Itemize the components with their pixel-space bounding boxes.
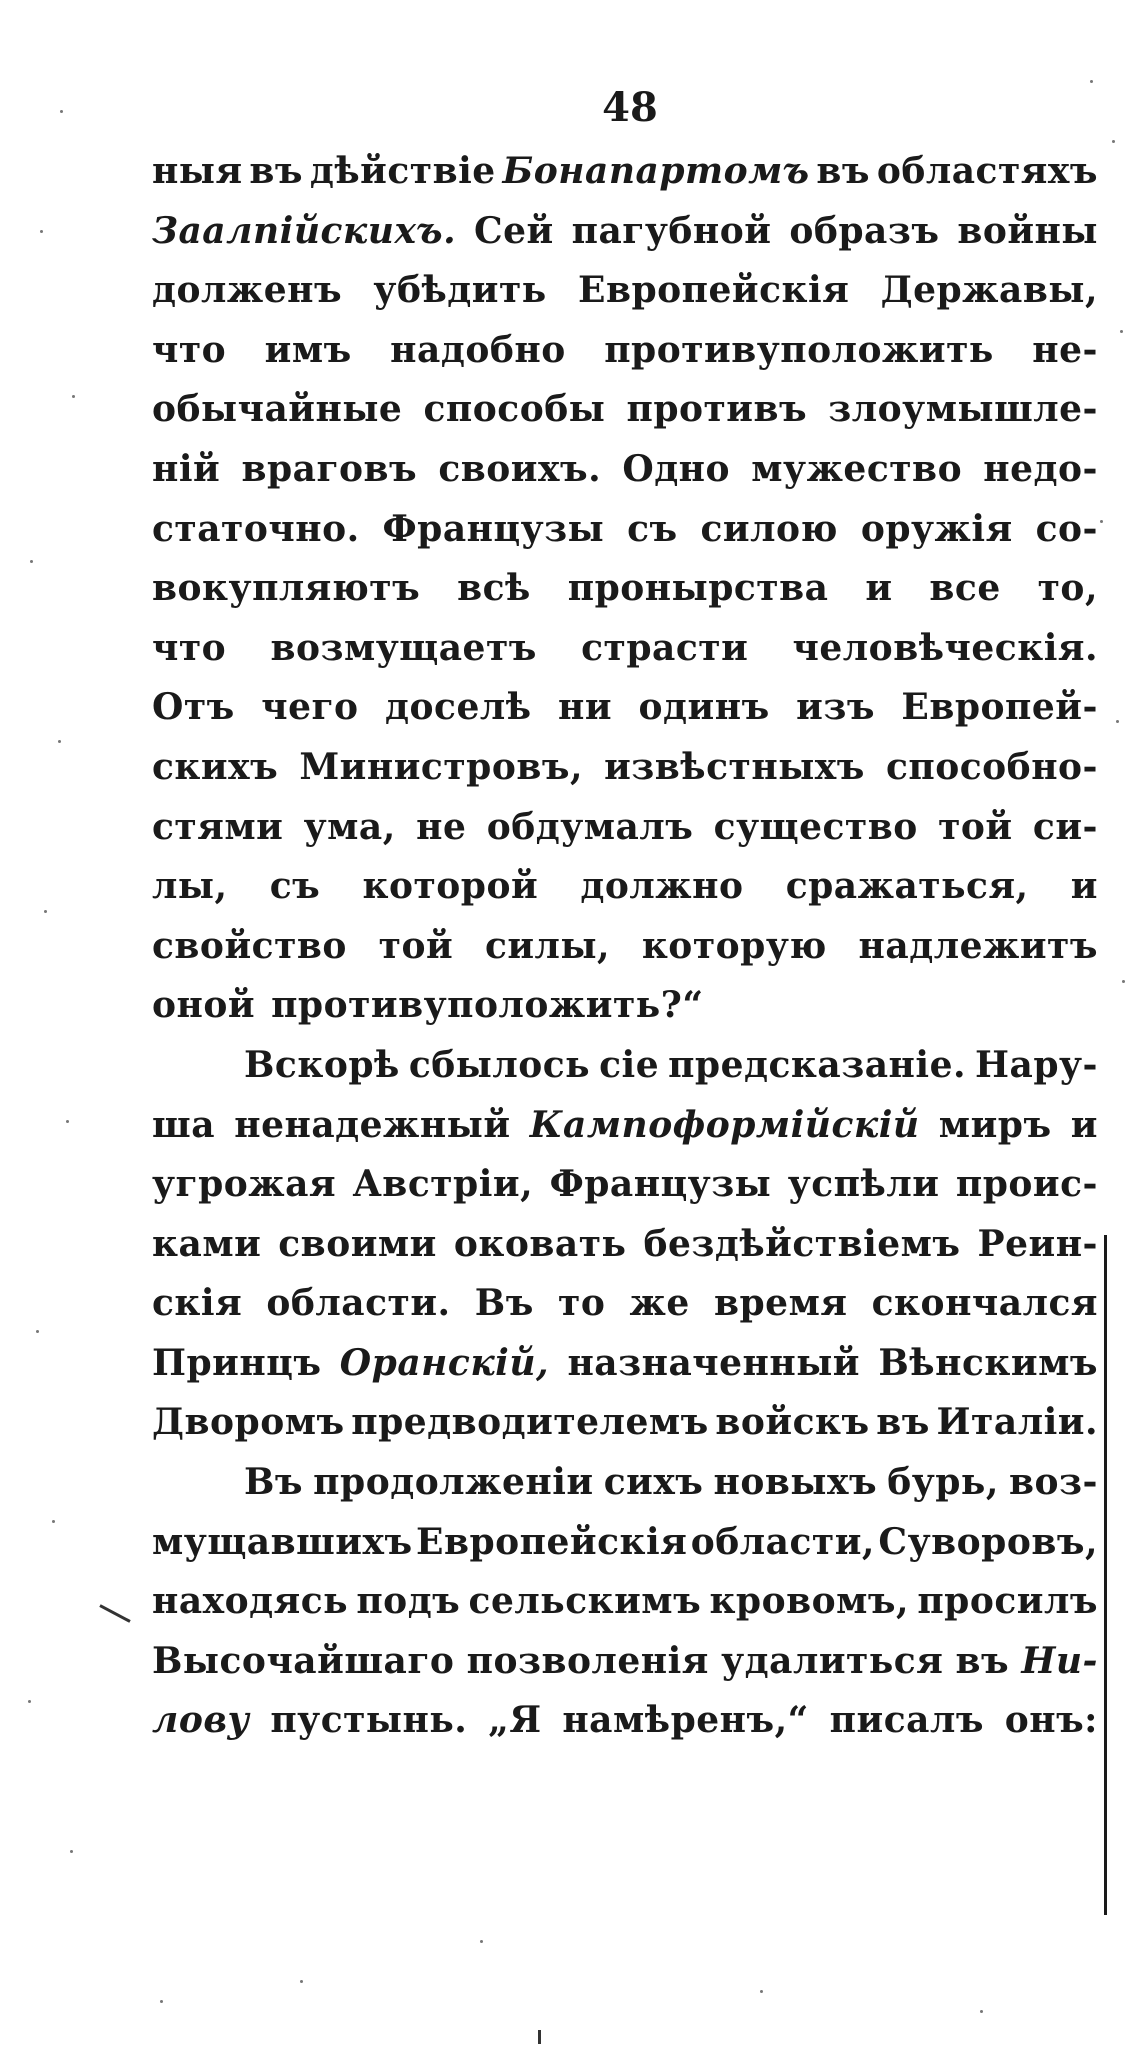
word: извѣстныхъ	[604, 745, 865, 788]
word: съ	[627, 507, 678, 550]
bottom-mark	[538, 2030, 541, 2044]
word: бурь,	[887, 1461, 999, 1504]
word: области,	[690, 1520, 875, 1563]
word: враговъ	[241, 447, 418, 490]
word: Вскорѣ	[244, 1043, 400, 1086]
word: Оранскій,	[339, 1341, 550, 1384]
word: надобно	[390, 328, 566, 371]
word: войны	[957, 209, 1098, 252]
word: Одно	[622, 447, 731, 490]
speck	[52, 1520, 55, 1523]
speck	[28, 1700, 31, 1703]
word: оружія	[860, 507, 1013, 550]
text-line	[152, 627, 1098, 687]
word: кровомъ,	[709, 1580, 910, 1623]
word: то	[558, 1282, 606, 1325]
word: областяхъ	[876, 150, 1098, 192]
word: надлежитъ	[858, 924, 1098, 967]
word: Министровъ,	[299, 745, 583, 788]
word: которую	[641, 924, 827, 967]
word: не	[416, 805, 467, 848]
word: то,	[1037, 567, 1098, 610]
text-line	[152, 746, 1098, 806]
word: въ	[955, 1639, 1010, 1682]
word: бездѣйствіемъ	[643, 1222, 961, 1265]
text-line	[152, 1104, 1098, 1164]
word: просилъ	[917, 1580, 1098, 1623]
speck	[1100, 520, 1103, 523]
speck	[30, 560, 33, 563]
word: ненадежный	[234, 1103, 511, 1146]
word: своими	[278, 1222, 437, 1265]
word: писалъ	[829, 1699, 984, 1742]
body-text	[152, 150, 1098, 1759]
word: сіе	[599, 1043, 660, 1086]
word: успѣли	[787, 1163, 940, 1206]
text-line	[152, 1044, 1098, 1104]
word: ни	[558, 686, 613, 729]
speck	[300, 1980, 303, 1983]
word: подъ	[356, 1580, 461, 1623]
word: миръ	[938, 1103, 1052, 1146]
word: намѣренъ,“	[562, 1699, 809, 1742]
word: оковать	[453, 1222, 627, 1265]
word: что	[152, 328, 227, 371]
word: предсказаніе.	[668, 1043, 967, 1086]
margin-rule	[1104, 1235, 1107, 1915]
word: предводителемъ	[351, 1401, 709, 1444]
word: изъ	[796, 686, 875, 729]
word: Бонапартомъ	[502, 150, 810, 192]
word: имъ	[264, 328, 352, 371]
word: и	[1070, 865, 1098, 908]
word: съ	[269, 865, 321, 908]
word: что	[152, 626, 227, 669]
word: доселѣ	[385, 686, 532, 729]
word: недо-	[983, 447, 1098, 490]
word: Австріи,	[352, 1163, 534, 1206]
word: Кампоформійскій	[529, 1103, 920, 1146]
word: дѣйствіе	[309, 150, 496, 192]
speck	[1090, 80, 1093, 83]
word: ній	[152, 447, 221, 490]
word: злоумышле-	[828, 388, 1098, 431]
margin-mark	[99, 1604, 130, 1623]
text-line	[152, 1699, 1098, 1759]
text-line	[152, 508, 1098, 568]
speck	[70, 1850, 73, 1853]
word: назначенный	[567, 1341, 861, 1384]
text-line	[152, 984, 1098, 1044]
word: и	[1070, 1103, 1098, 1146]
word: си-	[1032, 805, 1098, 848]
text-line	[152, 1282, 1098, 1342]
word: продолженіи	[313, 1461, 594, 1504]
word: Заалпійскихъ.	[152, 209, 457, 252]
speck	[36, 1330, 39, 1333]
text-line	[152, 567, 1098, 627]
text-line	[152, 388, 1098, 448]
word: Европей-	[901, 686, 1098, 729]
speck	[58, 740, 61, 743]
word: Державы,	[880, 269, 1098, 312]
text-line	[152, 150, 1098, 210]
word: обычайные	[152, 388, 403, 431]
word: должно	[580, 865, 744, 908]
word: воз-	[1009, 1461, 1098, 1504]
word: и	[865, 567, 893, 610]
word: Принцъ	[152, 1341, 322, 1384]
speck	[1112, 140, 1115, 143]
word: всѣ	[457, 567, 531, 610]
word: стями	[152, 805, 284, 848]
speck	[160, 2000, 163, 2003]
speck	[44, 910, 47, 913]
word: возмущаетъ	[270, 626, 537, 669]
word: противъ	[626, 388, 808, 431]
word: образъ	[789, 209, 940, 252]
speck	[40, 230, 43, 233]
word: войскъ	[715, 1401, 870, 1444]
word: новыхъ	[713, 1461, 878, 1504]
text-line	[152, 1640, 1098, 1700]
word: пагубной	[571, 209, 772, 252]
word: Въ	[244, 1461, 304, 1504]
word: долженъ	[152, 269, 343, 312]
word: въ	[876, 1401, 930, 1444]
word: существо	[713, 805, 918, 848]
word: способно-	[885, 745, 1098, 788]
text-line	[152, 865, 1098, 925]
word: противуположить	[604, 328, 994, 371]
word: сихъ	[603, 1461, 704, 1504]
word: скія	[152, 1282, 243, 1325]
speck	[66, 1120, 69, 1123]
speck	[1120, 330, 1123, 333]
word: пустынь.	[270, 1699, 468, 1742]
text-line	[152, 1580, 1098, 1640]
speck	[480, 1940, 483, 1943]
word: способы	[423, 388, 606, 431]
word: оной	[152, 984, 256, 1027]
word: силы,	[484, 924, 611, 967]
page-number: 48	[602, 84, 658, 131]
word: Реин-	[977, 1222, 1098, 1265]
word: Европейскія	[416, 1520, 688, 1563]
text-line	[152, 1163, 1098, 1223]
word: „Я	[488, 1699, 542, 1742]
text-line	[152, 1521, 1098, 1581]
speck	[980, 2010, 983, 2013]
word: одинъ	[638, 686, 770, 729]
word: противуположить?“	[271, 984, 704, 1027]
word: Сей	[473, 209, 554, 252]
speck	[760, 1990, 763, 1993]
word: проис-	[955, 1163, 1098, 1206]
word: ума,	[303, 805, 396, 848]
word: Вѣнскимъ	[878, 1341, 1098, 1384]
word: которой	[362, 865, 539, 908]
word: силою	[700, 507, 838, 550]
word: Отъ	[152, 686, 235, 729]
word: находясь	[152, 1580, 349, 1623]
word: мужество	[751, 447, 963, 490]
word: не-	[1032, 328, 1098, 371]
text-line	[152, 210, 1098, 270]
word: удалиться	[721, 1639, 944, 1682]
word: Европейскія	[578, 269, 850, 312]
word: онъ:	[1004, 1699, 1098, 1742]
word: Италіи.	[936, 1401, 1098, 1444]
text-line	[152, 329, 1098, 389]
word: со-	[1035, 507, 1098, 550]
text-line	[152, 269, 1098, 329]
word: страсти	[581, 626, 749, 669]
word: ныя	[152, 150, 243, 192]
word: обдумалъ	[486, 805, 694, 848]
speck	[72, 395, 75, 398]
text-line	[152, 1223, 1098, 1283]
word: въ	[816, 150, 870, 192]
word: Дворомъ	[152, 1401, 345, 1444]
word: сбылось	[408, 1043, 591, 1086]
word: сельскимъ	[468, 1580, 702, 1623]
text-line	[152, 1401, 1098, 1461]
word: человѣческія.	[792, 626, 1098, 669]
word: скихъ	[152, 745, 279, 788]
word: лы,	[152, 865, 228, 908]
word: скончался	[871, 1282, 1098, 1325]
word: Высочайшаго	[152, 1639, 455, 1682]
word: Суворовъ,	[878, 1520, 1098, 1563]
text-line	[152, 686, 1098, 746]
text-line	[152, 448, 1098, 508]
word: той	[378, 924, 454, 967]
word: Французы	[549, 1163, 772, 1206]
word: въ	[249, 150, 304, 192]
word: Ни-	[1021, 1639, 1098, 1682]
word: мущавшихъ	[152, 1520, 413, 1563]
word: вокупляютъ	[152, 567, 421, 610]
word: пронырства	[567, 567, 829, 610]
word: лову	[152, 1699, 250, 1742]
word: Французы	[382, 507, 605, 550]
text-line	[152, 806, 1098, 866]
word: убѣдить	[373, 269, 547, 312]
text-line	[152, 1461, 1098, 1521]
speck	[1122, 980, 1125, 983]
word: все	[929, 567, 1001, 610]
word: свойство	[152, 924, 347, 967]
word: Въ	[474, 1282, 534, 1325]
word: угрожая	[152, 1163, 337, 1206]
word: чего	[261, 686, 359, 729]
word: своихъ.	[438, 447, 602, 490]
word: сражаться,	[785, 865, 1029, 908]
speck	[60, 110, 63, 113]
word: той	[938, 805, 1013, 848]
word: позволенія	[466, 1639, 709, 1682]
word: же	[629, 1282, 690, 1325]
word: ками	[152, 1222, 262, 1265]
word: ша	[152, 1103, 216, 1146]
text-line	[152, 1342, 1098, 1402]
text-line	[152, 925, 1098, 985]
word: Нару-	[975, 1043, 1098, 1086]
speck	[1116, 720, 1119, 723]
word: области.	[266, 1282, 451, 1325]
word: время	[713, 1282, 848, 1325]
word: статочно.	[152, 507, 360, 550]
